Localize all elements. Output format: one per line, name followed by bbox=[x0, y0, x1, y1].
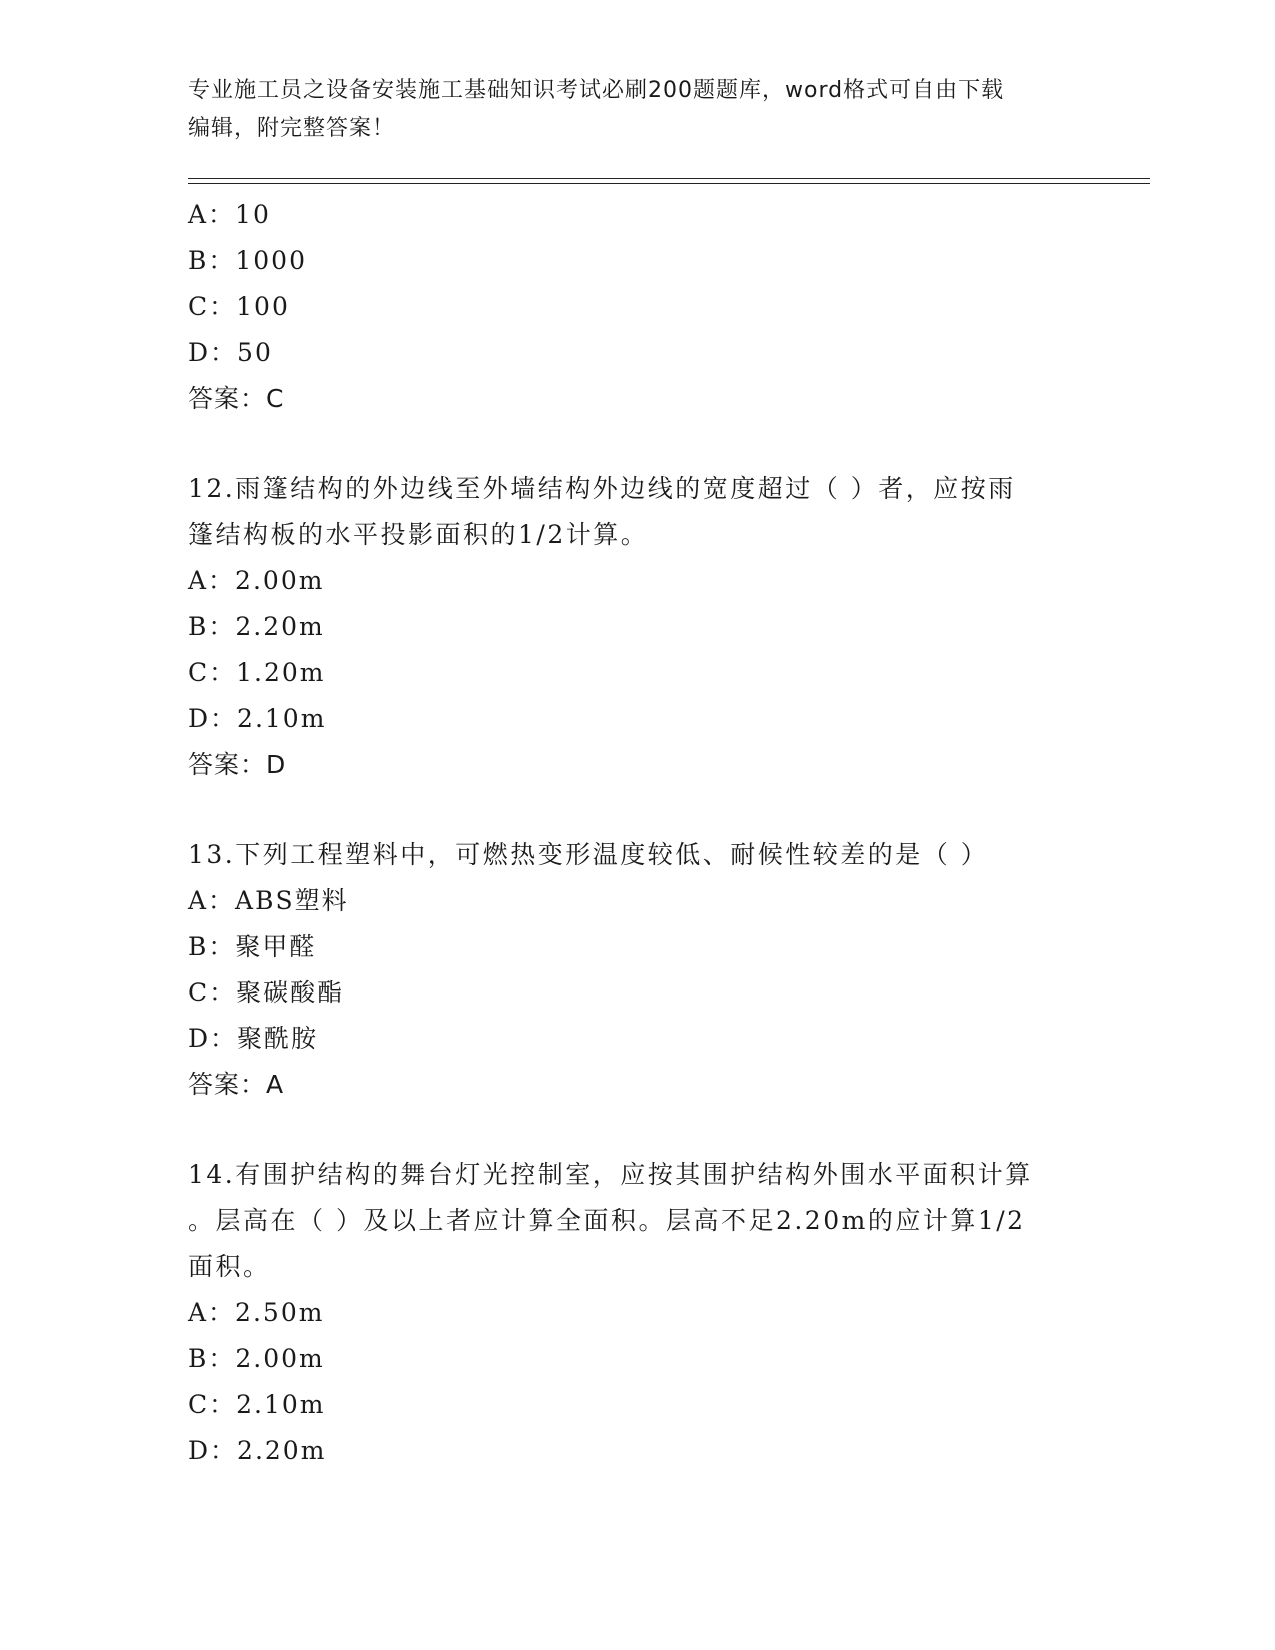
question-text-line: 。层高在（ ）及以上者应计算全面积。层高不足2.20m的应计算1/2 bbox=[188, 1206, 1026, 1235]
question-12 bbox=[188, 466, 1088, 788]
question-text-line: 篷结构板的水平投影面积的1/2计算。 bbox=[188, 520, 649, 549]
answer: 答案：D bbox=[188, 750, 287, 779]
header-title-line-1: 专业施工员之设备安装施工基础知识考试必刷200题题库，word格式可自由下载 bbox=[188, 78, 1005, 103]
option-a: A：2.50m bbox=[188, 1298, 325, 1327]
question-text-line: 14.有围护结构的舞台灯光控制室，应按其围护结构外围水平面积计算 bbox=[188, 1160, 1033, 1189]
document-header bbox=[188, 72, 1068, 148]
header-title-line-2: 编辑，附完整答案！ bbox=[188, 116, 396, 141]
option-c: C：1.20m bbox=[188, 658, 326, 687]
answer: 答案：A bbox=[188, 1070, 285, 1099]
answer: 答案：C bbox=[188, 384, 285, 413]
option-c: C：聚碳酸酯 bbox=[188, 978, 345, 1007]
question-text-line: 12.雨篷结构的外边线至外墙结构外边线的宽度超过（ ）者，应按雨 bbox=[188, 474, 1016, 503]
question-text-line: 面积。 bbox=[188, 1252, 271, 1281]
option-a: A：10 bbox=[188, 200, 271, 229]
option-d: D：2.10m bbox=[188, 704, 327, 733]
option-d: D：聚酰胺 bbox=[188, 1024, 319, 1053]
option-b: B：1000 bbox=[188, 246, 307, 275]
option-c: C：2.10m bbox=[188, 1390, 326, 1419]
option-d: D：50 bbox=[188, 338, 273, 367]
question-text-line: 13.下列工程塑料中，可燃热变形温度较低、耐候性较差的是（ ） bbox=[188, 840, 989, 869]
option-b: B：2.00m bbox=[188, 1344, 325, 1373]
option-d: D：2.20m bbox=[188, 1436, 327, 1465]
question-11 bbox=[188, 192, 1088, 422]
question-text bbox=[188, 832, 1068, 878]
option-a: A：2.00m bbox=[188, 566, 325, 595]
question-13 bbox=[188, 832, 1088, 1108]
document-content bbox=[188, 192, 1088, 1474]
option-a: A：ABS塑料 bbox=[188, 886, 349, 915]
question-text bbox=[188, 1152, 1068, 1290]
header-rule-top bbox=[188, 178, 1150, 179]
question-14 bbox=[188, 1152, 1088, 1474]
option-b: B：聚甲醛 bbox=[188, 932, 317, 961]
header-rule-bottom bbox=[188, 183, 1150, 184]
option-b: B：2.20m bbox=[188, 612, 325, 641]
question-text bbox=[188, 466, 1068, 558]
option-c: C：100 bbox=[188, 292, 290, 321]
